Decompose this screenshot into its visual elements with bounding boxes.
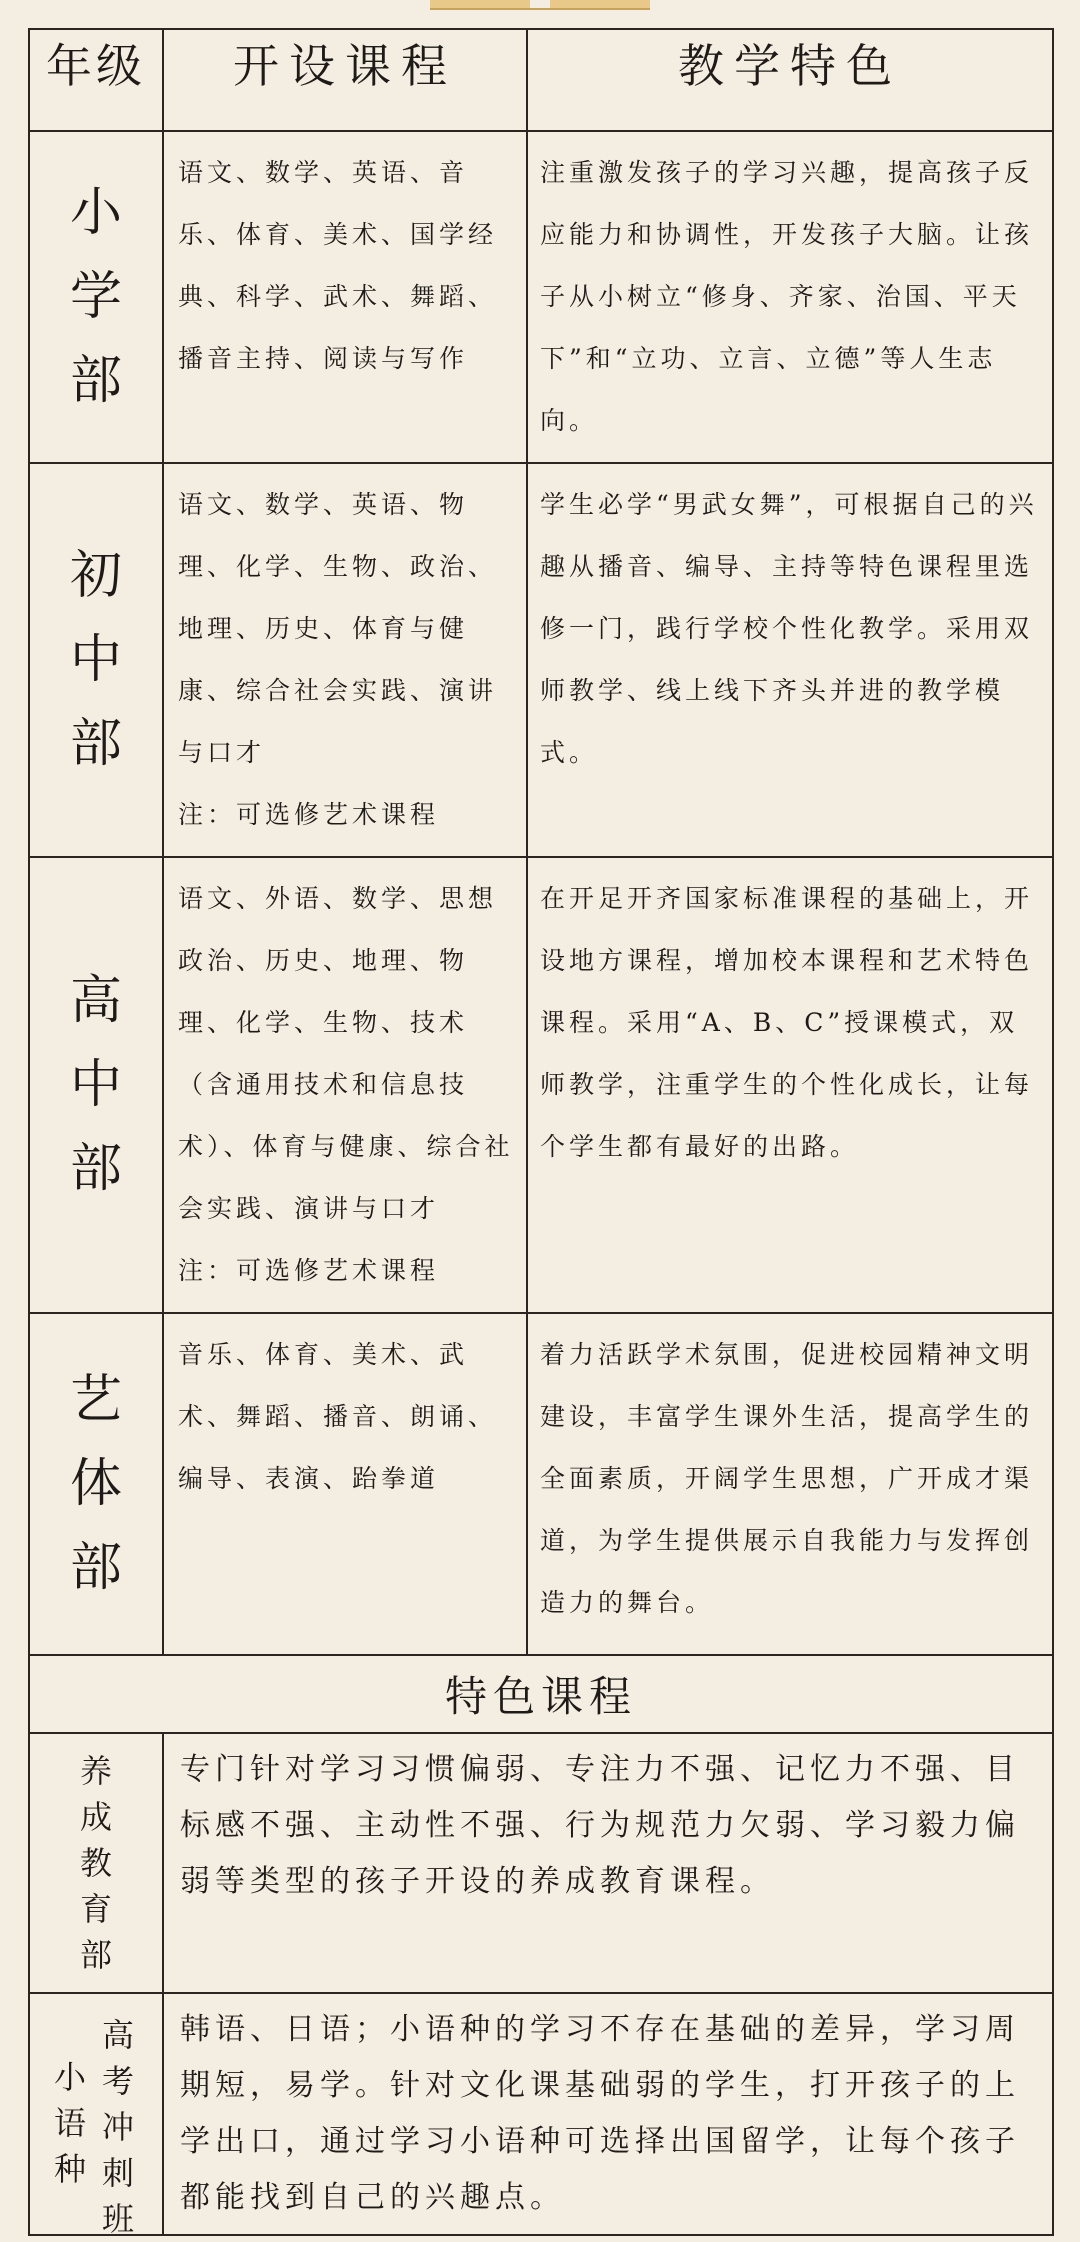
top-decoration xyxy=(430,0,650,10)
table-row xyxy=(29,857,1053,1313)
features-cell: 在开足开齐国家标准课程的基础上，开设地方课程，增加校本课程和艺术特色课程。采用“A、B、C”授课模式，双师教学，注重学生的个性化成长，让每个学生都有最好的出路。 xyxy=(527,857,1053,1313)
special-item-name-a: 小语种 xyxy=(54,2058,87,2188)
table-header-row xyxy=(29,29,1053,131)
courses-cell: 音乐、体育、美术、武术、舞蹈、播音、朗诵、编导、表演、跆拳道 xyxy=(163,1313,527,1655)
section-title-row xyxy=(29,1655,1053,1733)
special-item-name xyxy=(29,1993,163,2238)
special-item-text: 韩语、日语；小语种的学习不存在基础的差异，学习周期短，易学。针对文化课基础弱的学生，打开孩子的上学出口，通过学习小语种可选择出国留学，让每个孩子都能找到自己的兴趣点。 xyxy=(163,1993,1053,2235)
grade-name: 小学部 xyxy=(29,131,163,463)
course-table xyxy=(28,28,1054,2236)
special-item-name: 养成教育部 xyxy=(29,1733,163,1993)
features-cell: 着力活跃学术氛围，促进校园精神文明建设，丰富学生课外生活，提高学生的全面素质，开阔学生思想，广开成才渠道，为学生提供展示自我能力与发挥创造力的舞台。 xyxy=(527,1313,1053,1655)
special-item-text: 专门针对学习习惯偏弱、专注力不强、记忆力不强、目标感不强、主动性不强、行为规范力欠弱、学习毅力偏弱等类型的孩子开设的养成教育课程。 xyxy=(163,1733,1053,1993)
table-row xyxy=(29,1993,1053,2235)
table-row xyxy=(29,463,1053,857)
courses-cell: 语文、数学、英语、物理、化学、生物、政治、地理、历史、体育与健康、综合社会实践、演讲与口才 注：可选修艺术课程 xyxy=(163,463,527,857)
table-row xyxy=(29,131,1053,463)
courses-cell: 语文、外语、数学、思想政治、历史、地理、物理、化学、生物、技术（含通用技术和信息技术）、体育与健康、综合社会实践、演讲与口才 注：可选修艺术课程 xyxy=(163,857,527,1313)
special-courses-title: 特色课程 xyxy=(29,1655,1053,1733)
features-cell: 学生必学“男武女舞”，可根据自己的兴趣从播音、编导、主持等特色课程里选修一门，践行学校个性化教学。采用双师教学、线上线下齐头并进的教学模式。 xyxy=(527,463,1053,857)
table-row xyxy=(29,1313,1053,1655)
courses-cell: 语文、数学、英语、音乐、体育、美术、国学经典、科学、武术、舞蹈、播音主持、阅读与写作 xyxy=(163,131,527,463)
features-cell: 注重激发孩子的学习兴趣，提高孩子反应能力和协调性，开发孩子大脑。让孩子从小树立“修身、齐家、治国、平天下”和“立功、立言、立德”等人生志向。 xyxy=(527,131,1053,463)
special-item-name-b: 高考冲刺班 xyxy=(102,2016,135,2238)
grade-name: 初中部 xyxy=(29,463,163,857)
grade-name: 艺体部 xyxy=(29,1313,163,1655)
header-grade: 年级 xyxy=(29,29,163,131)
grade-name: 高中部 xyxy=(29,857,163,1313)
header-courses: 开设课程 xyxy=(163,29,527,131)
table-row xyxy=(29,1733,1053,1993)
header-features: 教学特色 xyxy=(527,29,1053,131)
